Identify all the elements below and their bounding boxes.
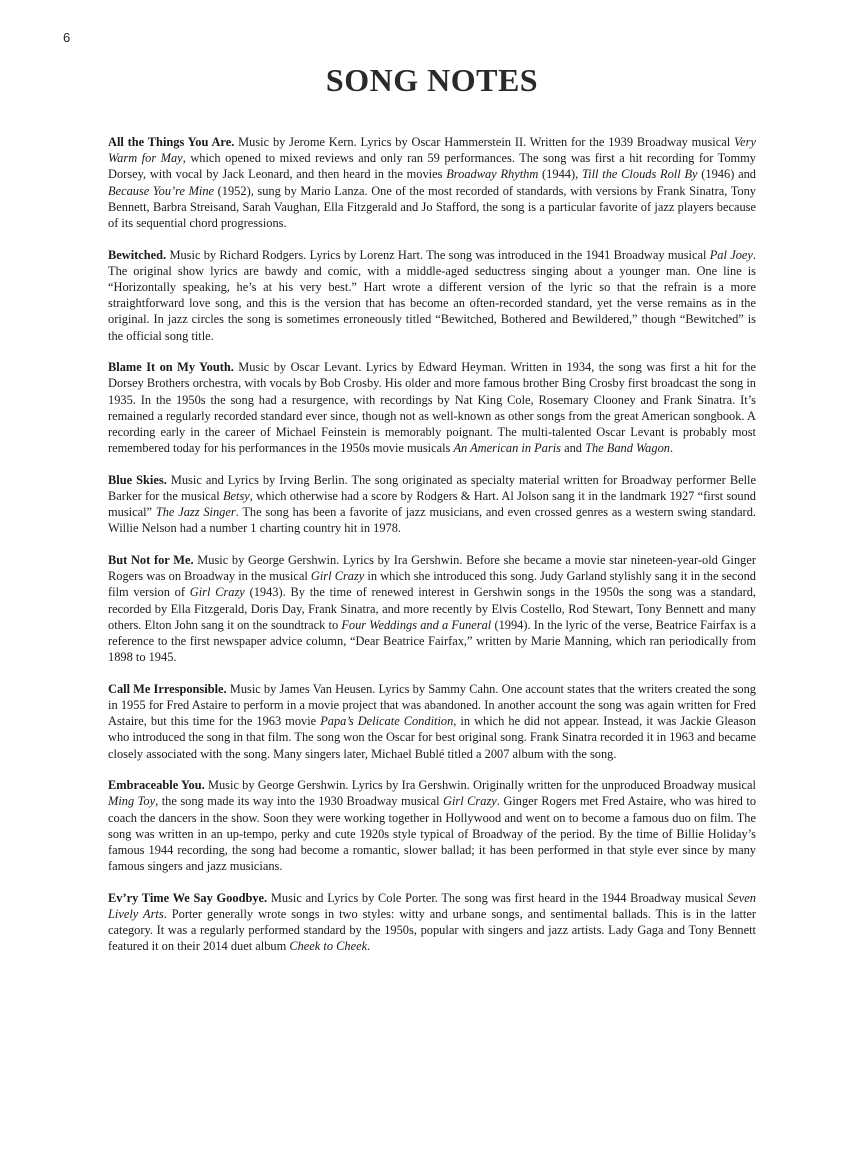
work-title: Very Warm for May	[108, 135, 756, 166]
work-title: Pal Joey	[709, 247, 753, 262]
note-text: , which opened to mixed reviews and only ran 59 performances. The song was first a hit recording for Tommy Dorsey, with vocal by Jack Leonard, and then heard in the movies	[108, 151, 756, 182]
note-text: (1994). In the lyric of the verse, Beatrice Fairfax is a reference to the first newspaper advice column, “Dear Beatrice Fairfax,” written by Marie Manning, which ran periodically from 1898 to 1945.	[108, 617, 757, 665]
work-title: Girl Crazy	[310, 569, 365, 584]
work-title: Ming Toy	[108, 794, 156, 809]
note-text: Music by Oscar Levant. Lyrics by Edward Heyman. Written in 1934, the song was first a hit for the Dorsey Brothers orchestra, with vocals by Bob Crosby. His older and more famous brother Bing Crosby first broadcast the song in 1935. In the 1950s the song had a resurgence, with recordings by Nat King Cole, Rosemary Clooney and Frank Sinatra. It’s remained a regularly recorded standard ever since, though not as well-known as other songs from the great American songbook. A recording early in the career of Michael Feinstein is memorably poignant. The multi-talented Oscar Levant is probably most remembered today for his performances in the 1950s movie musicals	[108, 360, 756, 456]
song-notes-list	[108, 134, 756, 970]
work-title: The Jazz Singer	[155, 505, 236, 520]
note-text: Music by George Gershwin. Lyrics by Ira Gershwin. Before she became a movie star nineteen-year-old Ginger Rogers was on Broadway in the musical	[108, 553, 756, 584]
work-title: Seven Lively Arts	[108, 890, 756, 922]
note-text: , the song made its way into the 1930 Broadway musical	[155, 794, 444, 809]
note-text: Music by Jerome Kern. Lyrics by Oscar Hammerstein II. Written for the 1939 Broadway musical	[234, 135, 734, 149]
note-text: (1944),	[538, 167, 582, 182]
song-title: All the Things You Are.	[108, 135, 235, 149]
note-text: Music by George Gershwin. Lyrics by Ira Gershwin. Originally written for the unproduced Broadway musical	[204, 778, 756, 793]
song-note	[108, 472, 756, 537]
work-title: Because You’re Mine	[108, 183, 215, 198]
note-text: , which otherwise had a score by Rodgers & Hart. Al Jolson sang it in the landmark 1927 “first sound musical”	[108, 489, 756, 520]
work-title: The Band Wagon	[585, 441, 670, 456]
song-title: Blame It on My Youth.	[108, 360, 234, 375]
note-text: Music by James Van Heusen. Lyrics by Sammy Cahn. One account states that the writers created the song in 1955 for Fred Astaire to perform in a movie project that was abandoned. In another account the song was again written for Fred Astaire, but this time for the 1963 movie	[108, 681, 757, 729]
song-note	[108, 552, 756, 665]
song-title: Call Me Irresponsible.	[108, 681, 227, 696]
note-text: .	[367, 939, 371, 954]
work-title: Betsy	[222, 489, 250, 504]
note-text: Music by Richard Rodgers. Lyrics by Lorenz Hart. The song was introduced in the 1941 Broadway musical	[166, 247, 710, 262]
work-title: Girl Crazy	[443, 794, 497, 809]
note-text: .	[669, 441, 674, 456]
page-number: 6	[63, 30, 71, 45]
work-title: An American in Paris	[453, 441, 561, 456]
song-title: Ev’ry Time We Say Goodbye.	[108, 890, 268, 905]
work-title: Broadway Rhythm	[446, 167, 539, 182]
song-note	[108, 359, 756, 456]
song-title: But Not for Me.	[108, 553, 194, 568]
note-text: and	[560, 441, 586, 456]
note-text: (1943). By the time of renewed interest in Gershwin songs in the 1950s the song was a standard, recorded by Ella Fitzgerald, Doris Day, Frank Sinatra, and more recently by Elvis Costello, Rod Stewart, Tony Bennett and many others. Elton John sang it on the soundtrack to	[108, 585, 756, 632]
note-text: , in which he did not appear. Instead, it was Jackie Gleason who introduced the song in that film. The song won the Oscar for best original song. Frank Sinatra recorded it in 1963 and became closely associated with the song. Many singers later, Michael Bublé titled a 2007 album with the song.	[108, 714, 756, 761]
song-note	[108, 134, 756, 231]
note-text: in which she introduced this song. Judy Garland stylishly sang it in the second film version of	[108, 569, 757, 600]
song-note	[108, 777, 756, 874]
note-text: (1952), sung by Mario Lanza. One of the most recorded of standards, with versions by Frank Sinatra, Tony Bennett, Barbra Streisand, Sarah Vaughan, Ella Fitzgerald and Jo Stafford, the song is a particular favorite of jazz players because of its sequential chord progressions.	[108, 183, 756, 231]
note-text: Music and Lyrics by Irving Berlin. The song originated as specialty material written for Broadway performer Belle Barker for the musical	[108, 472, 756, 504]
song-note	[108, 681, 756, 762]
song-title: Blue Skies.	[108, 472, 167, 487]
song-title: Bewitched.	[108, 247, 167, 262]
note-text: . Ginger Rogers met Fred Astaire, who was hired to coach the dancers in the show. Soon they were working together in Hollywood and went on to become a famous duo on film. The song was written in an up-tempo, perky and cute 1920s style typical of Broadway of the period. By the time of Billie Holiday’s famous 1944 recording, the song had become a romantic, slower ballad; it has been performed in that style ever since by many famous singers and jazz musicians.	[108, 794, 757, 874]
note-text: . The original show lyrics are bawdy and comic, with a middle-aged seductress singing about a younger man. One line is “Horizontally speaking, he’s at his very best.” Hart wrote a different version of the lyric so that the refrain is a more straightforward love song, and this is the version that has become an often-recorded standard, yet the verse remains as in the original. In jazz circles the song is sometimes erroneously titled “Bewitched, Bothered and Bewildered,” though “Bewitched” is the official song title.	[108, 247, 757, 343]
note-text: Music and Lyrics by Cole Porter. The song was first heard in the 1944 Broadway musical	[267, 890, 728, 905]
note-text: (1946) and	[697, 167, 756, 182]
work-title: Papa’s Delicate Condition	[320, 714, 454, 729]
page-title: SONG NOTES	[325, 62, 539, 98]
work-title: Till the Clouds Roll By	[581, 167, 698, 182]
work-title: Four Weddings and a Funeral	[341, 617, 492, 632]
note-text: . The song has been a favorite of jazz musicians, and even crossed genres as a western swing standard. Willie Nelson had a number 1 charting country hit in 1978.	[108, 505, 756, 536]
work-title: Cheek to Cheek	[289, 939, 368, 954]
song-title: Embraceable You.	[108, 778, 205, 793]
note-text: . Porter generally wrote songs in two styles: witty and urbane songs, and sentimental ballads. This is in the latter category. It was a regularly performed standard by the 1950s, popular with singers and jazz artists. Lady Gaga and Tony Bennett featured it on their 2014 duet album	[108, 907, 756, 954]
work-title: Girl Crazy	[189, 585, 245, 600]
song-note	[108, 890, 756, 955]
song-note	[108, 247, 756, 344]
